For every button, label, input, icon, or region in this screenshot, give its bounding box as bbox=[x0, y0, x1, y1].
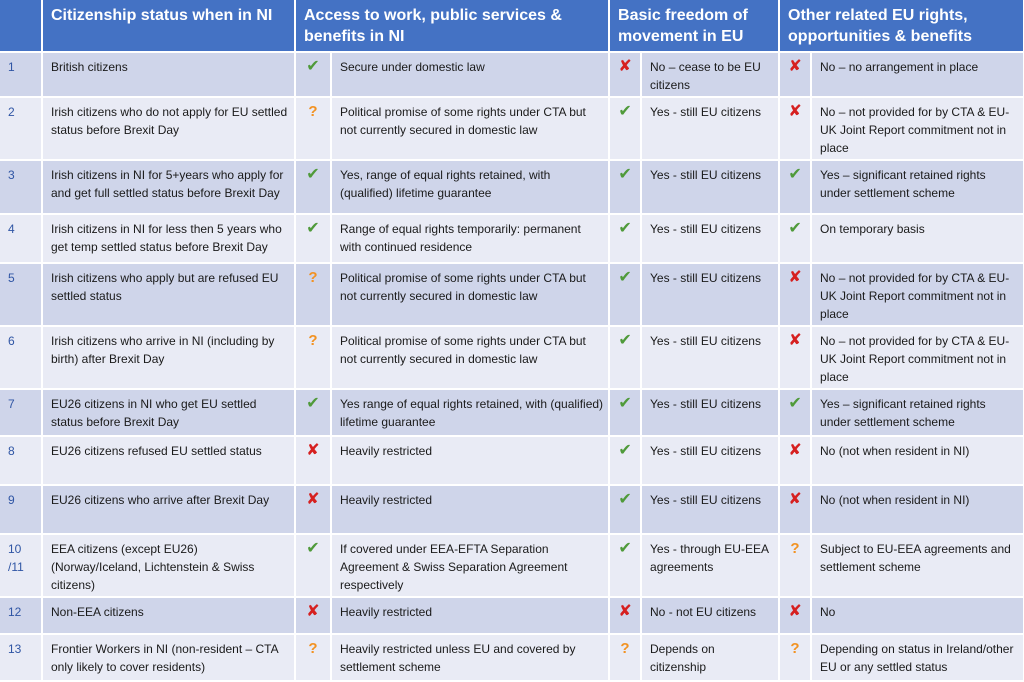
cross-icon: ✘ bbox=[306, 442, 320, 459]
access-status-cell bbox=[295, 634, 331, 681]
access-text: Political promise of some rights under CTA but not currently secured in domestic law bbox=[331, 263, 609, 326]
header-access: Access to work, public services & benefits in NI bbox=[295, 0, 609, 52]
access-status-cell bbox=[295, 485, 331, 534]
other-rights-text: No (not when resident in NI) bbox=[811, 436, 1024, 485]
access-text: Heavily restricted bbox=[331, 485, 609, 534]
check-icon: ✔ bbox=[306, 220, 320, 237]
access-text: Heavily restricted bbox=[331, 597, 609, 634]
access-text: Heavily restricted bbox=[331, 436, 609, 485]
movement-text: Yes - through EU-EEA agreements bbox=[641, 534, 779, 597]
movement-text: Yes - still EU citizens bbox=[641, 326, 779, 389]
other-rights-text: No – not provided for by CTA & EU-UK Joint Report commitment not in place bbox=[811, 263, 1024, 326]
check-icon: ✔ bbox=[618, 103, 632, 120]
check-icon: ✔ bbox=[788, 395, 802, 412]
citizenship-status: Irish citizens who apply but are refused EU settled status bbox=[42, 263, 295, 326]
access-text: Political promise of some rights under CTA but not currently secured in domestic law bbox=[331, 326, 609, 389]
cross-icon: ✘ bbox=[618, 58, 632, 75]
check-icon: ✔ bbox=[618, 442, 632, 459]
access-text: Yes range of equal rights retained, with (qualified) lifetime guarantee bbox=[331, 389, 609, 436]
other-rights-text: On temporary basis bbox=[811, 214, 1024, 263]
question-icon: ? bbox=[790, 540, 800, 557]
movement-status-cell bbox=[609, 52, 641, 97]
movement-status-cell bbox=[609, 326, 641, 389]
row-number: 2 bbox=[0, 97, 42, 160]
table-row bbox=[0, 436, 1024, 485]
movement-status-cell bbox=[609, 160, 641, 214]
check-icon: ✔ bbox=[306, 58, 320, 75]
other-rights-status-cell bbox=[779, 389, 811, 436]
row-number: 13 bbox=[0, 634, 42, 681]
citizenship-status: EU26 citizens who arrive after Brexit Day bbox=[42, 485, 295, 534]
movement-text: Yes - still EU citizens bbox=[641, 485, 779, 534]
movement-status-cell bbox=[609, 634, 641, 681]
table-row bbox=[0, 326, 1024, 389]
check-icon: ✔ bbox=[618, 395, 632, 412]
other-rights-text: No bbox=[811, 597, 1024, 634]
movement-text: Yes - still EU citizens bbox=[641, 389, 779, 436]
movement-status-cell bbox=[609, 263, 641, 326]
table-row bbox=[0, 485, 1024, 534]
table-row bbox=[0, 634, 1024, 681]
access-status-cell bbox=[295, 263, 331, 326]
citizenship-status: Non-EEA citizens bbox=[42, 597, 295, 634]
question-icon: ? bbox=[620, 640, 630, 657]
row-number: 1 bbox=[0, 52, 42, 97]
check-icon: ✔ bbox=[306, 166, 320, 183]
check-icon: ✔ bbox=[788, 220, 802, 237]
other-rights-text: Yes – significant retained rights under settlement scheme bbox=[811, 160, 1024, 214]
other-rights-text: No – no arrangement in place bbox=[811, 52, 1024, 97]
check-icon: ✔ bbox=[618, 332, 632, 349]
movement-status-cell bbox=[609, 436, 641, 485]
check-icon: ✔ bbox=[618, 540, 632, 557]
movement-status-cell bbox=[609, 597, 641, 634]
access-status-cell bbox=[295, 214, 331, 263]
other-rights-status-cell bbox=[779, 634, 811, 681]
table-row bbox=[0, 160, 1024, 214]
check-icon: ✔ bbox=[618, 166, 632, 183]
other-rights-status-cell bbox=[779, 326, 811, 389]
check-icon: ✔ bbox=[306, 395, 320, 412]
question-icon: ? bbox=[308, 103, 318, 120]
citizenship-status: EEA citizens (except EU26) (Norway/Iceland, Lichtenstein & Swiss citizens) bbox=[42, 534, 295, 597]
row-number: 4 bbox=[0, 214, 42, 263]
access-status-cell bbox=[295, 534, 331, 597]
row-number: 8 bbox=[0, 436, 42, 485]
cross-icon: ✘ bbox=[306, 603, 320, 620]
access-text: Political promise of some rights under CTA but not currently secured in domestic law bbox=[331, 97, 609, 160]
row-number: 9 bbox=[0, 485, 42, 534]
movement-status-cell bbox=[609, 485, 641, 534]
other-rights-status-cell bbox=[779, 160, 811, 214]
cross-icon: ✘ bbox=[618, 603, 632, 620]
citizenship-status: EU26 citizens in NI who get EU settled status before Brexit Day bbox=[42, 389, 295, 436]
citizenship-status: British citizens bbox=[42, 52, 295, 97]
other-rights-status-cell bbox=[779, 52, 811, 97]
access-status-cell bbox=[295, 52, 331, 97]
cross-icon: ✘ bbox=[788, 491, 802, 508]
other-rights-text: Depending on status in Ireland/other EU or any settled status bbox=[811, 634, 1024, 681]
row-number: 5 bbox=[0, 263, 42, 326]
table-row bbox=[0, 263, 1024, 326]
movement-text: Yes - still EU citizens bbox=[641, 436, 779, 485]
cross-icon: ✘ bbox=[788, 603, 802, 620]
row-number: 12 bbox=[0, 597, 42, 634]
movement-text: No - not EU citizens bbox=[641, 597, 779, 634]
citizenship-status: Irish citizens in NI for less then 5 years who get temp settled status before Brexit Day bbox=[42, 214, 295, 263]
check-icon: ✔ bbox=[618, 491, 632, 508]
movement-text: No – cease to be EU citizens bbox=[641, 52, 779, 97]
cross-icon: ✘ bbox=[788, 269, 802, 286]
access-status-cell bbox=[295, 97, 331, 160]
access-text: Heavily restricted unless EU and covered by settlement scheme bbox=[331, 634, 609, 681]
question-icon: ? bbox=[308, 640, 318, 657]
question-icon: ? bbox=[308, 332, 318, 349]
access-status-cell bbox=[295, 389, 331, 436]
other-rights-status-cell bbox=[779, 436, 811, 485]
access-text: If covered under EEA-EFTA Separation Agreement & Swiss Separation Agreement respectively bbox=[331, 534, 609, 597]
other-rights-status-cell bbox=[779, 263, 811, 326]
citizenship-status: Irish citizens who arrive in NI (including by birth) after Brexit Day bbox=[42, 326, 295, 389]
row-number: 10 /11 bbox=[0, 534, 42, 597]
movement-text: Depends on citizenship bbox=[641, 634, 779, 681]
movement-status-cell bbox=[609, 214, 641, 263]
movement-status-cell bbox=[609, 389, 641, 436]
access-status-cell bbox=[295, 160, 331, 214]
cross-icon: ✘ bbox=[306, 491, 320, 508]
row-number: 6 bbox=[0, 326, 42, 389]
access-text: Secure under domestic law bbox=[331, 52, 609, 97]
check-icon: ✔ bbox=[788, 166, 802, 183]
table-row bbox=[0, 214, 1024, 263]
cross-icon: ✘ bbox=[788, 332, 802, 349]
access-status-cell bbox=[295, 326, 331, 389]
movement-text: Yes - still EU citizens bbox=[641, 97, 779, 160]
other-rights-status-cell bbox=[779, 97, 811, 160]
other-rights-text: Yes – significant retained rights under settlement scheme bbox=[811, 389, 1024, 436]
table-row bbox=[0, 597, 1024, 634]
citizenship-status: Irish citizens in NI for 5+years who apply for and get full settled status before Brexit Day bbox=[42, 160, 295, 214]
question-icon: ? bbox=[308, 269, 318, 286]
access-status-cell bbox=[295, 597, 331, 634]
table-row bbox=[0, 389, 1024, 436]
other-rights-status-cell bbox=[779, 534, 811, 597]
cross-icon: ✘ bbox=[788, 58, 802, 75]
other-rights-text: Subject to EU-EEA agreements and settlement scheme bbox=[811, 534, 1024, 597]
movement-status-cell bbox=[609, 534, 641, 597]
cross-icon: ✘ bbox=[788, 103, 802, 120]
header-movement: Basic freedom of movement in EU bbox=[609, 0, 779, 52]
check-icon: ✔ bbox=[618, 220, 632, 237]
row-number: 3 bbox=[0, 160, 42, 214]
other-rights-status-cell bbox=[779, 485, 811, 534]
citizenship-status: EU26 citizens refused EU settled status bbox=[42, 436, 295, 485]
table-row bbox=[0, 534, 1024, 597]
movement-text: Yes - still EU citizens bbox=[641, 214, 779, 263]
table-row bbox=[0, 97, 1024, 160]
header-other-rights: Other related EU rights, opportunities & benefits bbox=[779, 0, 1024, 52]
citizenship-status: Frontier Workers in NI (non-resident – CTA only likely to cover residents) bbox=[42, 634, 295, 681]
other-rights-text: No – not provided for by CTA & EU-UK Joint Report commitment not in place bbox=[811, 326, 1024, 389]
other-rights-text: No – not provided for by CTA & EU-UK Joint Report commitment not in place bbox=[811, 97, 1024, 160]
access-text: Yes, range of equal rights retained, with (qualified) lifetime guarantee bbox=[331, 160, 609, 214]
other-rights-text: No (not when resident in NI) bbox=[811, 485, 1024, 534]
question-icon: ? bbox=[790, 640, 800, 657]
other-rights-status-cell bbox=[779, 597, 811, 634]
movement-status-cell bbox=[609, 97, 641, 160]
check-icon: ✔ bbox=[618, 269, 632, 286]
access-text: Range of equal rights temporarily: permanent with continued residence bbox=[331, 214, 609, 263]
movement-text: Yes - still EU citizens bbox=[641, 263, 779, 326]
header-row bbox=[0, 0, 1024, 52]
header-number-cell bbox=[0, 0, 42, 52]
header-citizenship: Citizenship status when in NI bbox=[42, 0, 295, 52]
row-number: 7 bbox=[0, 389, 42, 436]
cross-icon: ✘ bbox=[788, 442, 802, 459]
table-row bbox=[0, 52, 1024, 97]
other-rights-status-cell bbox=[779, 214, 811, 263]
check-icon: ✔ bbox=[306, 540, 320, 557]
citizenship-status: Irish citizens who do not apply for EU settled status before Brexit Day bbox=[42, 97, 295, 160]
movement-text: Yes - still EU citizens bbox=[641, 160, 779, 214]
access-status-cell bbox=[295, 436, 331, 485]
